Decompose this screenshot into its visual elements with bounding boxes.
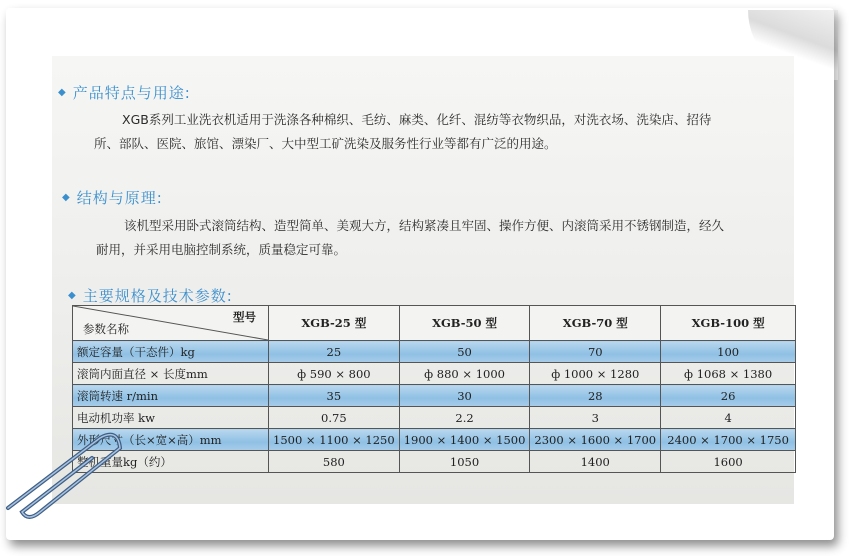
model-header: XGB-100 型 bbox=[661, 306, 796, 341]
param-value: 2300 × 1600 × 1700 bbox=[530, 429, 661, 451]
section-title-text: 主要规格及技术参数: bbox=[82, 287, 233, 305]
table-row bbox=[73, 363, 796, 385]
table-header-row bbox=[73, 306, 796, 341]
text-line: 该机型采用卧式滚筒结构、造型简单、美观大方，结构紧凑且牢固、操作方便、内滚筒采用不锈钢制造，经久 bbox=[124, 218, 725, 233]
model-header: XGB-50 型 bbox=[399, 306, 530, 341]
param-value: 1500 × 1100 × 1250 bbox=[269, 429, 400, 451]
param-name: 电动机功率 kw bbox=[73, 407, 269, 429]
param-value: 1050 bbox=[399, 451, 530, 473]
param-name: 外形尺寸（长×宽×高）mm bbox=[73, 429, 269, 451]
param-value: 28 bbox=[530, 385, 661, 407]
header-model-label: 型号 bbox=[233, 310, 256, 324]
param-value: 1900 × 1400 × 1500 bbox=[399, 429, 530, 451]
section-title-specs bbox=[68, 285, 233, 306]
paperclip-icon bbox=[0, 430, 140, 530]
param-value: 25 bbox=[269, 341, 400, 363]
param-name: 滚筒转速 r/min bbox=[73, 385, 269, 407]
param-value: 2.2 bbox=[399, 407, 530, 429]
text-line: 所、部队、医院、旅馆、漂染厂、大中型工矿洗染及服务性行业等都有广泛的用途。 bbox=[94, 136, 557, 151]
param-value: ф 1068 × 1380 bbox=[661, 363, 796, 385]
param-value: ф 590 × 800 bbox=[269, 363, 400, 385]
param-name: 额定容量（干态件）kg bbox=[73, 341, 269, 363]
param-value: 0.75 bbox=[269, 407, 400, 429]
model-header: XGB-25 型 bbox=[269, 306, 400, 341]
param-value: 2400 × 1700 × 1750 bbox=[661, 429, 796, 451]
section-title-structure bbox=[62, 187, 163, 208]
model-header: XGB-70 型 bbox=[530, 306, 661, 341]
header-corner-cell bbox=[73, 306, 269, 341]
param-value: 1600 bbox=[661, 451, 796, 473]
section-text-structure bbox=[96, 214, 786, 262]
text-line: XGB系列工业洗衣机适用于洗涤各种棉织、毛纺、麻类、化纤、混纺等衣物织品，对洗衣场、洗染店、招待 bbox=[122, 112, 712, 127]
param-value: ф 880 × 1000 bbox=[399, 363, 530, 385]
param-value: 26 bbox=[661, 385, 796, 407]
section-title-text: 产品特点与用途: bbox=[72, 84, 191, 102]
param-value: 1400 bbox=[530, 451, 661, 473]
diamond-bullet-icon: ◆ bbox=[68, 290, 77, 301]
param-value: 30 bbox=[399, 385, 530, 407]
section-title-features bbox=[58, 82, 191, 103]
table-row bbox=[73, 451, 796, 473]
spec-table bbox=[72, 305, 796, 473]
header-param-label: 参数名称 bbox=[83, 322, 129, 336]
diamond-bullet-icon: ◆ bbox=[58, 87, 67, 98]
table-row bbox=[73, 385, 796, 407]
param-name: 滚筒内面直径 × 长度mm bbox=[73, 363, 269, 385]
diamond-bullet-icon: ◆ bbox=[62, 192, 71, 203]
param-value: 35 bbox=[269, 385, 400, 407]
param-value: 70 bbox=[530, 341, 661, 363]
param-value: 3 bbox=[530, 407, 661, 429]
section-title-text: 结构与原理: bbox=[76, 189, 163, 207]
param-value: ф 1000 × 1280 bbox=[530, 363, 661, 385]
table-row bbox=[73, 429, 796, 451]
param-value: 4 bbox=[661, 407, 796, 429]
param-value: 50 bbox=[399, 341, 530, 363]
table-row bbox=[73, 407, 796, 429]
param-value: 580 bbox=[269, 451, 400, 473]
section-text-features bbox=[94, 108, 794, 156]
table-row bbox=[73, 341, 796, 363]
text-line: 耐用，并采用电脑控制系统，质量稳定可靠。 bbox=[96, 242, 347, 257]
param-value: 100 bbox=[661, 341, 796, 363]
param-name: 整机重量kg（约） bbox=[73, 451, 269, 473]
